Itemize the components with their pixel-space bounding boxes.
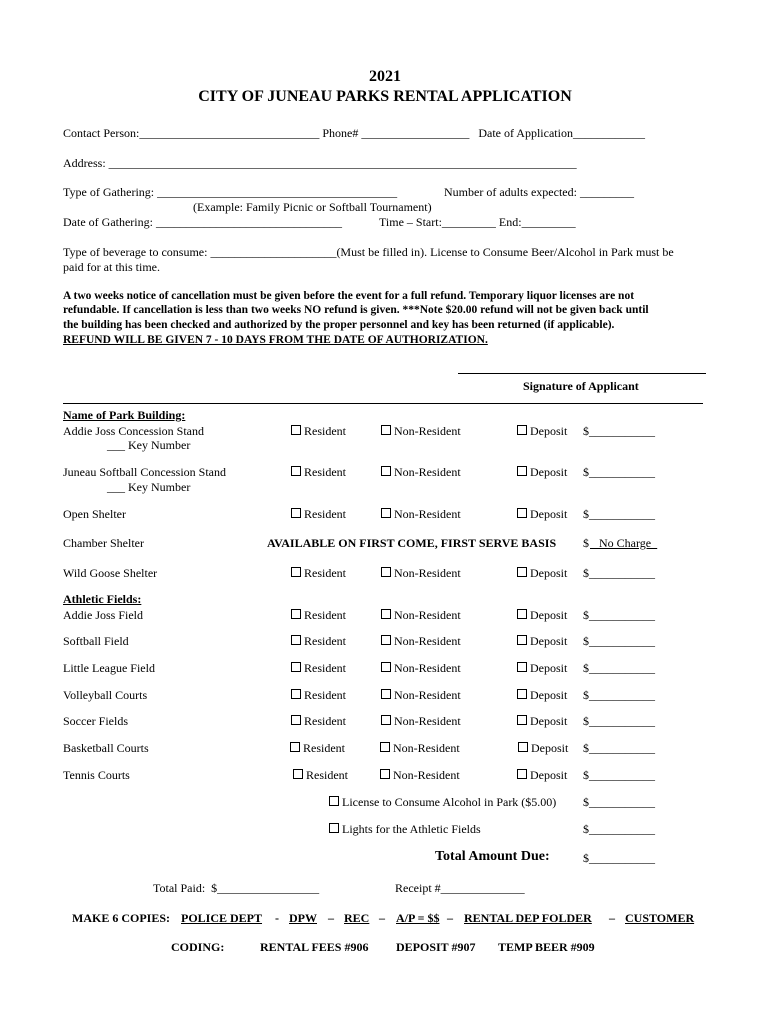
beverage-note: paid for at this time. [63,260,160,274]
copy-separator: – [447,911,453,925]
alcohol-license-amount[interactable]: $___________ [583,795,655,809]
row-label-wild-goose: Wild Goose Shelter [63,566,158,580]
deposit-label: Deposit [531,741,569,755]
deposit-checkbox[interactable] [517,769,527,779]
coding-temp-beer: TEMP BEER #909 [498,940,595,954]
copy-rental-folder: RENTAL DEP FOLDER [464,911,592,925]
non-resident-label: Non-Resident [394,714,461,728]
deposit-amount[interactable]: $___________ [583,608,655,622]
deposit-checkbox[interactable] [517,662,527,672]
deposit-checkbox[interactable] [517,635,527,645]
deposit-checkbox[interactable] [517,689,527,699]
deposit-amount[interactable]: $___________ [583,741,655,755]
resident-checkbox[interactable] [291,689,301,699]
copy-separator: - [275,911,279,925]
resident-label: Resident [304,714,346,728]
lights-checkbox[interactable] [329,823,339,833]
deposit-label: Deposit [530,634,568,648]
copy-separator: – [379,911,385,925]
addie-key-number[interactable]: ___ Key Number [107,438,191,452]
non-resident-checkbox[interactable] [380,769,390,779]
contact-phone-date-line[interactable]: Contact Person:______________________________ Phone# __________________ Date of Application____________ [63,126,645,140]
form-year: 2021 [369,68,401,85]
non-resident-checkbox[interactable] [380,742,390,752]
resident-checkbox[interactable] [293,769,303,779]
receipt-number-line[interactable]: Receipt #______________ [395,881,525,895]
non-resident-label: Non-Resident [393,741,460,755]
deposit-amount[interactable]: $___________ [583,465,655,479]
row-label-addie-stand: Addie Joss Concession Stand [63,424,204,438]
lights-label: Lights for the Athletic Fields [342,822,481,836]
total-due-label: Total Amount Due: [435,849,550,864]
row-label-tennis: Tennis Courts [63,768,130,782]
non-resident-checkbox[interactable] [381,635,391,645]
resident-checkbox[interactable] [291,662,301,672]
non-resident-checkbox[interactable] [381,567,391,577]
resident-label: Resident [304,566,346,580]
resident-label: Resident [304,688,346,702]
row-label-soccer: Soccer Fields [63,714,128,728]
deposit-checkbox[interactable] [517,609,527,619]
row-label-softball-field: Softball Field [63,634,129,648]
row-label-addie-field: Addie Joss Field [63,608,144,622]
resident-label: Resident [304,661,346,675]
refund-notice: REFUND WILL BE GIVEN 7 - 10 DAYS FROM THE DATE OF AUTHORIZATION. [63,334,488,346]
notice-line-3: the building has been checked and authorized by the proper personnel and key has been returned (if applicable). [63,319,615,331]
athletic-fields-heading: Athletic Fields: [63,592,142,606]
deposit-amount[interactable]: $___________ [583,634,655,648]
deposit-label: Deposit [530,608,568,622]
copy-separator: – [328,911,334,925]
copies-label: MAKE 6 COPIES: [72,911,171,925]
resident-checkbox[interactable] [291,425,301,435]
non-resident-checkbox[interactable] [381,466,391,476]
non-resident-checkbox[interactable] [381,662,391,672]
deposit-label: Deposit [530,424,568,438]
copy-dpw: DPW [289,911,317,925]
non-resident-checkbox[interactable] [381,508,391,518]
deposit-amount[interactable]: $___________ [583,688,655,702]
chamber-no-charge: No Charge_ [590,536,658,550]
deposit-checkbox[interactable] [517,508,527,518]
resident-checkbox[interactable] [291,567,301,577]
softball-key-number[interactable]: ___ Key Number [107,480,191,494]
copy-police-dept: POLICE DEPT [181,911,263,925]
row-label-softball-stand: Juneau Softball Concession Stand [63,465,226,479]
notice-line-1: A two weeks notice of cancellation must be given before the event for a full refund. Temporary liquor licenses are not [63,290,635,302]
time-line[interactable]: Time – Start:_________ End:_________ [379,215,576,229]
gathering-example: (Example: Family Picnic or Softball Tournament) [193,200,432,214]
resident-label: Resident [304,608,346,622]
non-resident-checkbox[interactable] [381,689,391,699]
beverage-line[interactable]: Type of beverage to consume: _____________________(Must be filled in). License to Consume Beer/Alcohol in Park must be [63,245,674,259]
deposit-amount[interactable]: $___________ [583,566,655,580]
deposit-checkbox[interactable] [517,715,527,725]
park-building-heading: Name of Park Building: [63,408,186,422]
deposit-amount[interactable]: $___________ [583,661,655,675]
section-divider [63,403,703,404]
alcohol-license-label: License to Consume Alcohol in Park ($5.00) [342,795,557,809]
non-resident-label: Non-Resident [394,661,461,675]
resident-checkbox[interactable] [291,508,301,518]
copy-separator: – [609,911,615,925]
chamber-amount-sign: $ [583,536,589,550]
deposit-label: Deposit [530,661,568,675]
chamber-availability-note: AVAILABLE ON FIRST COME, FIRST SERVE BASIS [267,536,557,550]
deposit-label: Deposit [530,566,568,580]
total-paid-line[interactable]: Total Paid: $_________________ [153,881,320,895]
address-line[interactable]: Address: ______________________________________________________________________________ [63,156,577,170]
deposit-label: Deposit [530,714,568,728]
notice-line-2: refundable. If cancellation is less than two weeks NO refund is given. ***Note $20.00 refund will not be given back until [63,304,649,316]
deposit-checkbox[interactable] [517,466,527,476]
alcohol-license-checkbox[interactable] [329,796,339,806]
deposit-checkbox[interactable] [517,567,527,577]
deposit-label: Deposit [530,507,568,521]
resident-checkbox[interactable] [291,609,301,619]
coding-rental-fees: RENTAL FEES #906 [260,940,369,954]
row-label-open-shelter: Open Shelter [63,507,126,521]
non-resident-label: Non-Resident [394,424,461,438]
coding-label: CODING: [171,940,225,954]
non-resident-label: Non-Resident [394,688,461,702]
row-label-chamber-shelter: Chamber Shelter [63,536,144,550]
non-resident-label: Non-Resident [393,768,460,782]
resident-checkbox[interactable] [291,466,301,476]
deposit-amount[interactable]: $___________ [583,424,655,438]
row-label-little-league: Little League Field [63,661,155,675]
coding-deposit: DEPOSIT #907 [396,940,476,954]
non-resident-label: Non-Resident [394,608,461,622]
gathering-type-line[interactable]: Type of Gathering: ________________________________________ [63,185,398,199]
copy-rec: REC [344,911,370,925]
resident-checkbox[interactable] [291,715,301,725]
signature-line[interactable] [458,373,706,374]
form-title: CITY OF JUNEAU PARKS RENTAL APPLICATION [198,88,572,105]
row-label-volleyball: Volleyball Courts [63,688,148,702]
non-resident-checkbox[interactable] [381,609,391,619]
row-label-basketball: Basketball Courts [63,741,149,755]
deposit-label: Deposit [530,768,568,782]
resident-checkbox[interactable] [290,742,300,752]
resident-label: Resident [304,634,346,648]
resident-label: Resident [306,768,348,782]
adults-expected-line[interactable]: Number of adults expected: _________ [444,185,634,199]
copy-customer: CUSTOMER [625,911,695,925]
deposit-amount[interactable]: $___________ [583,714,655,728]
deposit-label: Deposit [530,688,568,702]
total-due-amount[interactable]: $___________ [583,851,655,865]
deposit-checkbox[interactable] [518,742,528,752]
deposit-amount[interactable]: $___________ [583,768,655,782]
deposit-label: Deposit [530,465,568,479]
deposit-amount[interactable]: $___________ [583,507,655,521]
copy-ap: A/P = $$ [396,911,440,925]
resident-label: Resident [304,507,346,521]
resident-checkbox[interactable] [291,635,301,645]
non-resident-label: Non-Resident [394,566,461,580]
deposit-checkbox[interactable] [517,425,527,435]
non-resident-label: Non-Resident [394,507,461,521]
non-resident-checkbox[interactable] [381,425,391,435]
resident-label: Resident [304,424,346,438]
non-resident-label: Non-Resident [394,634,461,648]
lights-amount[interactable]: $___________ [583,822,655,836]
gathering-date-line[interactable]: Date of Gathering: _______________________________ [63,215,342,229]
resident-label: Resident [303,741,345,755]
signature-label: Signature of Applicant [523,379,639,393]
non-resident-label: Non-Resident [394,465,461,479]
non-resident-checkbox[interactable] [381,715,391,725]
resident-label: Resident [304,465,346,479]
